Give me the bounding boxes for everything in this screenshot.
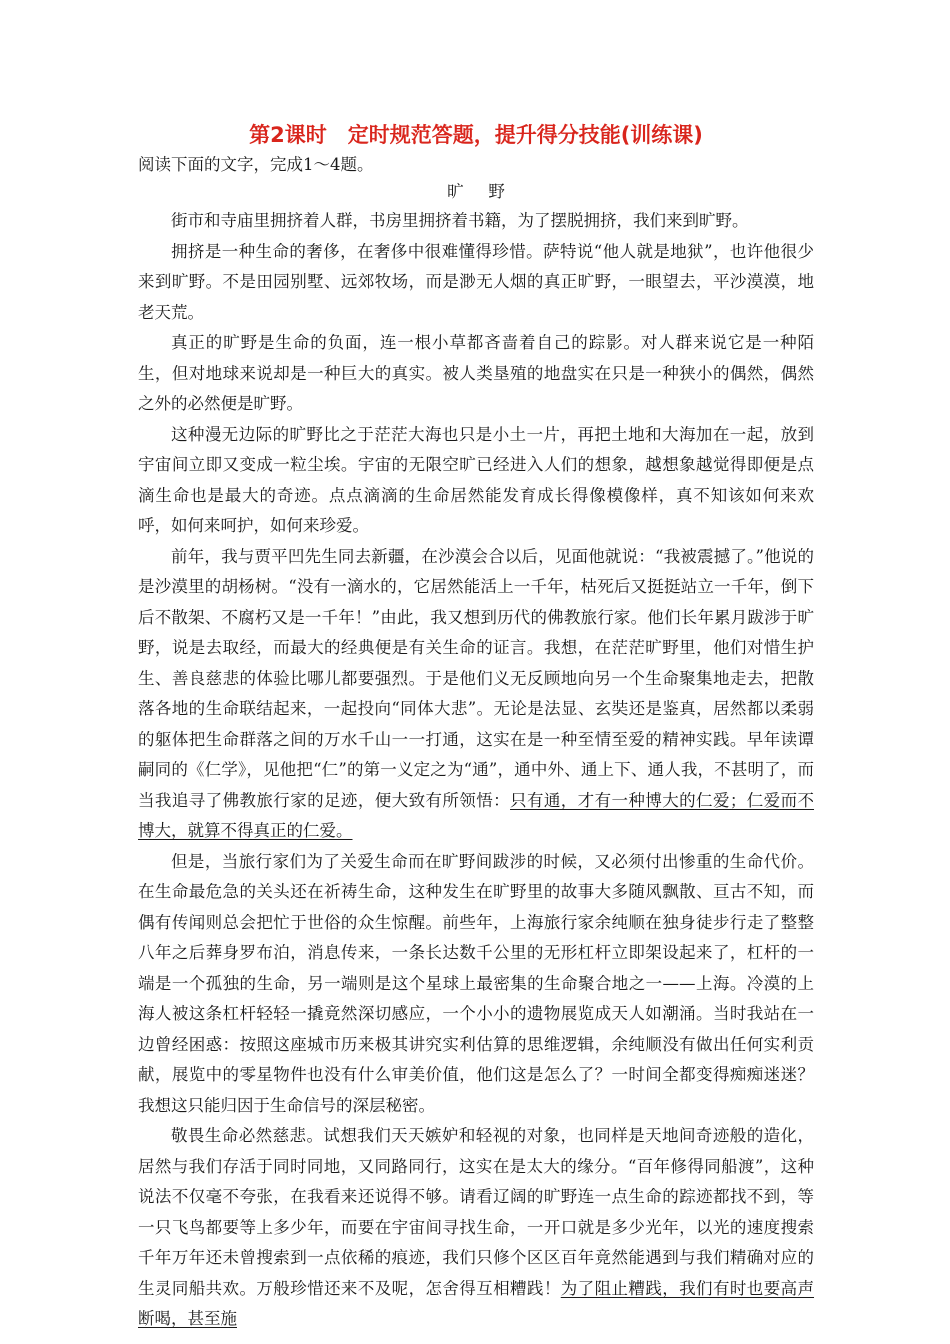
paragraph-7 xyxy=(138,1121,814,1335)
paragraph-text: 真正的旷野是生命的负面，连一根小草都吝啬着自己的踪影。对人群来说它是一种陌生，但对地球来说却是一种巨大的真实。被人类垦殖的地盘实在只是一种狭小的偶然，偶然之外的必然便是旷野。 xyxy=(138,333,814,413)
paragraph-text: 但是，当旅行家们为了关爱生命而在旷野间跋涉的时候，又必须付出惨重的生命代价。在生命最危急的关头还在祈祷生命，这种发生在旷野里的故事大多随风飘散、亘古不知，而偶有传闻则总会把忙于世俗的众生惊醒。前些年，上海旅行家余纯顺在独身徒步行走了整整八年之后葬身罗布泊，消息传来，一条长达数千公里的无形杠杆立即架设起来了，杠杆的一端是一个孤独的生命，另一端则是这个星球上最密集的生命聚合地之一——上海。冷漠的上海人被这条杠杆轻轻一撬竟然深切感应，一个小小的遗物展览成天人如潮涌。当时我站在一边曾经困惑：按照这座城市历来极其讲究实利估算的思维逻辑，余纯顺没有做出任何实利贡献，展览中的零星物件也没有什么审美价值，他们这是怎么了？一时间全都变得痴痴迷迷？我想这只能归因于生命信号的深层秘密。 xyxy=(138,851,814,1115)
paragraph-3 xyxy=(138,328,814,420)
paragraph-5 xyxy=(138,542,814,847)
paragraph-text: 街市和寺庙里拥挤着人群，书房里拥挤着书籍，为了摆脱拥挤，我们来到旷野。 xyxy=(171,211,749,230)
paragraph-4 xyxy=(138,420,814,542)
underlined-sentence: 为了阻止糟践，我们有时也要高声断喝，甚至施 xyxy=(138,1278,815,1328)
paragraph-text: 拥挤是一种生命的奢侈，在奢侈中很难懂得珍惜。萨特说“他人就是地狱”，也许他很少来到旷野。不是田园别墅、远郊牧场，而是渺无人烟的真正旷野，一眼望去，平沙漠漠，地老天荒。 xyxy=(138,241,814,322)
lesson-title: 第2课时 定时规范答题，提升得分技能(训练课) xyxy=(249,123,703,147)
underlined-sentence: 只有通，才有一种博大的仁爱；仁爱而不博大，就算不得真正的仁爱。 xyxy=(138,790,815,840)
paragraph-text: 这种漫无边际的旷野比之于茫茫大海也只是小土一片，再把土地和大海加在一起，放到宇宙间立即又变成一粒尘埃。宇宙的无限空旷已经进入人们的想象，越想象越觉得即便是点滴生命也是最大的奇迹。点点滴滴的生命居然能发育成长得像模像样，真不知该如何来欢呼，如何来呵护，如何来珍爱。 xyxy=(138,424,814,535)
paragraph-text: 敬畏生命必然慈悲。试想我们天天嫉妒和轻视的对象，也同样是天地间奇迹般的造化，居然与我们存活于同时同地，又同路同行，这实在是太大的缘分。“百年修得同船渡”，这种说法不仅毫不夸张，在我看来还说得不够。请看辽阔的旷野连一点生命的踪迹都找不到，等一只飞鸟都要等上多少年，而要在宇宙间寻找生命，一开口就是多少光年，以光的速度搜索千年万年还未曾搜索到一点依稀的痕迹，我们只修个区区百年竟然能遇到与我们精确对应的生灵同船共欢。万般珍惜还来不及呢，怎舍得互相糟践！ xyxy=(138,1126,814,1298)
paragraph-6 xyxy=(138,847,814,1122)
document-page xyxy=(138,118,814,1335)
instruction-text: 阅读下面的文字，完成1～4题。 xyxy=(138,155,374,174)
paragraph-1 xyxy=(138,206,814,237)
paragraph-text: 前年，我与贾平凹先生同去新疆，在沙漠会合以后，见面他就说：“我被震撼了。”他说的是沙漠里的胡杨树。“没有一滴水的，它居然能活上一千年，枯死后又挺挺站立一千年，倒下后不散架、不腐朽又是一千年！”由此，我又想到历代的佛教旅行家。他们长年累月跋涉于旷野，说是去取经，而最大的经典便是有关生命的证言。我想，在茫茫旷野里，他们对惜生护生、善良慈悲的体验比哪儿都要强烈。于是他们义无反顾地向另一个生命聚集地走去，把散落各地的生命联结起来，一起投向“同体大悲”。无论是法显、玄奘还是鉴真，居然都以柔弱的躯体把生命群落之间的万水千山一一打通，这实在是一种至情至爱的精神实践。早年读谭嗣同的《仁学》，见他把“仁”的第一义定之为“通”，通中外、通上下、通人我，不甚明了，而当我追寻了佛教旅行家的足迹，便大致有所领悟： xyxy=(138,546,814,810)
paragraph-2 xyxy=(138,237,814,329)
essay-title: 旷野 xyxy=(447,182,530,201)
